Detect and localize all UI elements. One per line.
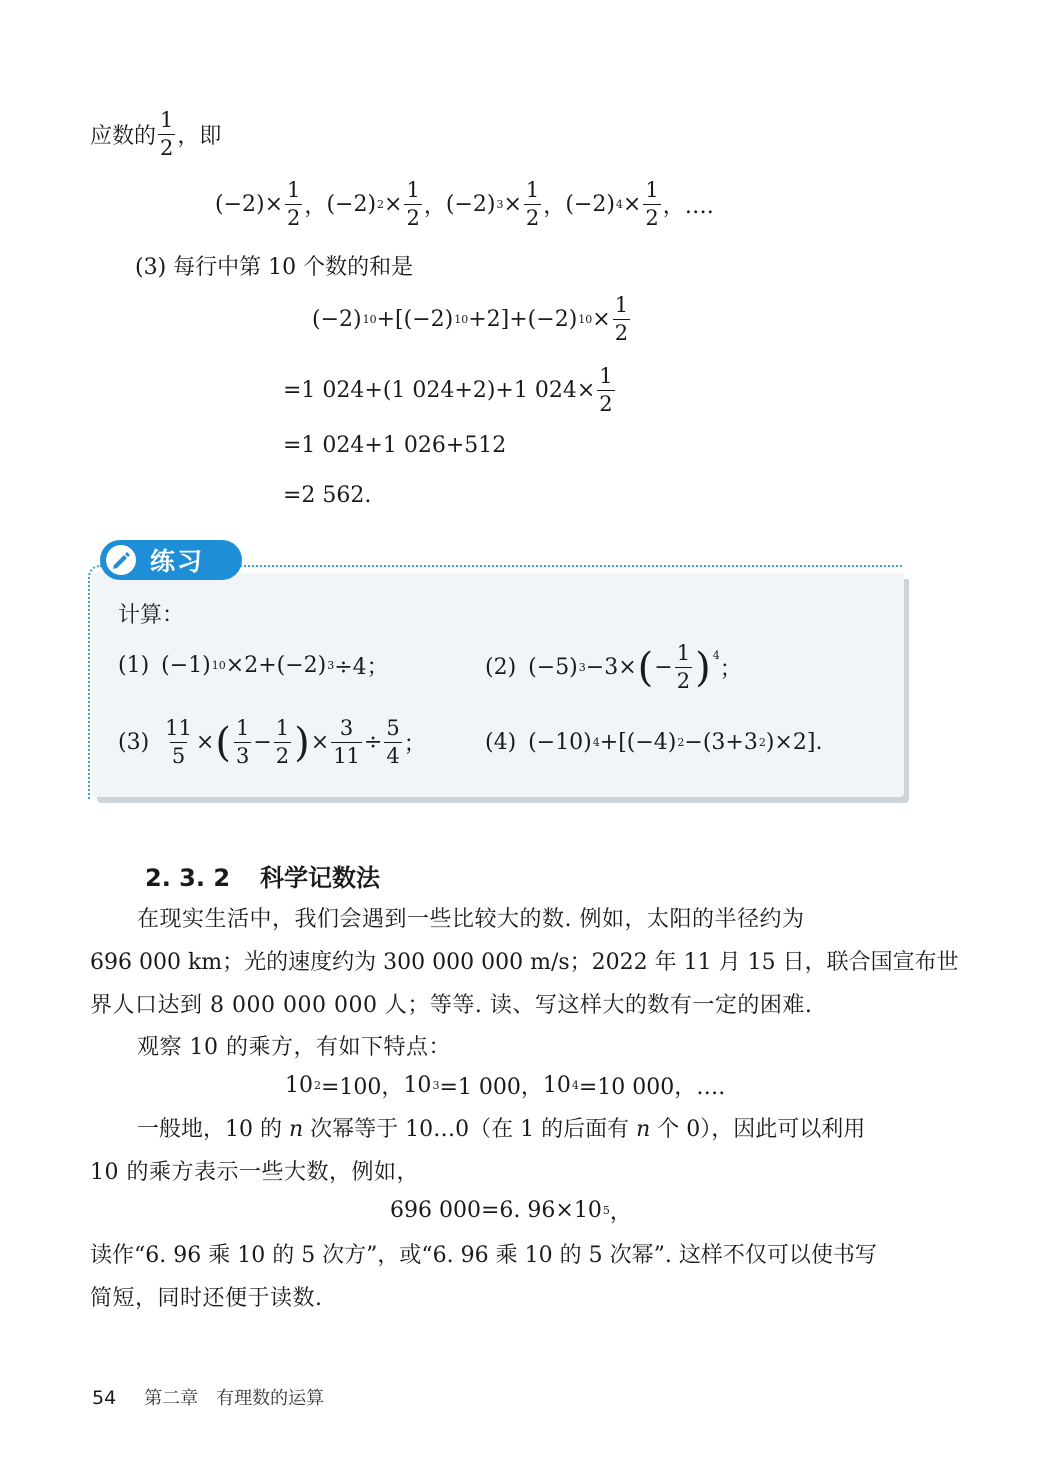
pencil-icon xyxy=(106,545,136,575)
calc-line-2: =1 024+(1 024+2)+1 024× $\frac{1}{2}$ xyxy=(283,364,613,416)
page-number: 54 xyxy=(92,1387,117,1409)
paragraph-4-line-1: 读作“6. 96 乘 10 的 5 次方”，或“6. 96 乘 10 的 5 次幂”. 这样不仅可以使书写 xyxy=(90,1243,877,1268)
paragraph-1-line-1: 在现实生活中，我们会遇到一些比较大的数. 例如，太阳的半径约为 xyxy=(137,907,805,932)
question-1: (1) (−1) 10 ×2+(−2) 3 ÷4； xyxy=(118,653,389,680)
practice-prompt: 计算： xyxy=(118,603,185,628)
lead-line xyxy=(90,110,221,159)
fraction-half: $\frac{1}{2}$ xyxy=(160,108,174,160)
question-2: (2) (−5) 3 −3× ( − $\frac{1}{2}$ ) $^4$ ； xyxy=(485,641,742,693)
section-number: 2. 3. 2 xyxy=(145,864,231,892)
practice-badge xyxy=(100,540,242,580)
practice-badge-label: 练习 xyxy=(150,547,205,576)
paragraph-4-line-2: 简短，同时还便于读数. xyxy=(90,1286,323,1311)
section-title: 科学记数法 xyxy=(260,864,381,892)
question-4: (4) (−10) 4 +[(−4) 2 −(3+3 2 )×2]. xyxy=(485,730,823,755)
powers-of-ten: 10 2 =100， 10 3 =1 000， 10 4 =10 000，…. xyxy=(285,1073,726,1100)
calc-line-1: (−2) 10 +[(−2) 10 +2]+(−2) 10 × $\frac{1}{2}$ xyxy=(312,293,629,345)
calc-line-4: =2 562. xyxy=(283,483,372,508)
paragraph-2: 观察 10 的乘方，有如下特点： xyxy=(137,1035,451,1060)
question-3: (3) $\frac{11}{5}$ × ( $\frac{1}{3}$ − $\frac{1}{2}$ ) × $\frac{3}{11}$ ÷ $\frac{5}{4}$ ； xyxy=(118,716,426,768)
step3-label: (3) 每行中第 10 个数的和是 xyxy=(135,255,414,280)
footer xyxy=(92,1384,324,1410)
example-equation: 696 000=6. 96×10 5 ， xyxy=(390,1198,632,1225)
chapter-title: 第二章 有理数的运算 xyxy=(144,1388,325,1409)
sequence-line: (−2) × $\frac{1}{2}$ ， (−2) 2 × $\frac{1}{2}$ ， (−2) 3 × $\frac{1}{2}$ ， (−2) 4 × $\frac{1}{2}$ ，…. xyxy=(215,178,714,230)
paragraph-3-line-2: 10 的乘方表示一些大数，例如， xyxy=(90,1160,419,1185)
lead-after: ，即 xyxy=(177,124,222,149)
paragraph-3-line-1: 一般地，10 的 n 次幂等于 10…0（在 1 的后面有 n 个 0），因此可以利用 xyxy=(137,1117,866,1142)
calc-line-3: =1 024+1 026+512 xyxy=(283,433,507,458)
paragraph-1-line-3: 界人口达到 8 000 000 000 人；等等. 读、写这样大的数有一定的困难. xyxy=(90,993,813,1018)
lead-text: 应数的 xyxy=(90,124,157,149)
section-heading xyxy=(145,858,380,893)
paragraph-1-line-2: 696 000 km；光的速度约为 300 000 000 m/s；2022 年 11 月 15 日，联合国宣布世 xyxy=(90,950,959,975)
